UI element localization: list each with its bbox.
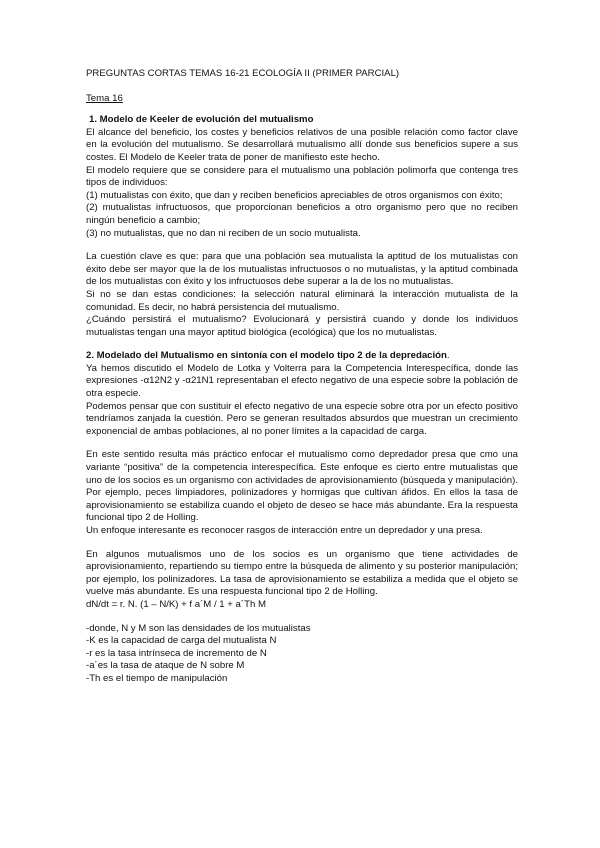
paragraph: Si no se dan estas condiciones: la selección natural eliminará la interacción mutualista de la comunidad. Es decir, no habrá persistencia del mutualismo. bbox=[86, 288, 518, 313]
definition-line: -r es la tasa intrínseca de incremento de N bbox=[86, 647, 267, 659]
definition-line: -donde, N y M son las densidades de los mutualistas bbox=[86, 622, 311, 634]
paragraph: Ya hemos discutido el Modelo de Lotka y Volterra para la Competencia Interespecífica, donde las expresiones -α12N2 y -α21N1 representaban el efecto negativo de una especie sobre la población de otra especie. bbox=[86, 362, 518, 400]
heading-keeler-model: 1. Modelo de Keeler de evolución del mutualismo bbox=[89, 114, 314, 126]
paragraph: Podemos pensar que con sustituir el efecto negativo de una especie sobre otra por un efecto positivo tendríamos zanjada la cuestión. Pero se generan resultados absurdos que muestran un crecimiento exponencial de ambas poblaciones, al no poner límites a la capacidad de carga. bbox=[86, 400, 518, 437]
heading-text: 2. Modelado del Mutualismo en sintonía con el modelo tipo 2 de la depredación bbox=[86, 350, 447, 362]
list-item: (1) mutualistas con éxito, que dan y reciben beneficios apreciables de otros organismos con éxito; bbox=[86, 189, 503, 201]
heading-end: . bbox=[446, 350, 450, 362]
document-title: PREGUNTAS CORTAS TEMAS 16-21 ECOLOGÍA II (PRIMER PARCIAL) bbox=[86, 68, 400, 79]
paragraph: ¿Cuándo persistirá el mutualismo? Evolucionará y persistirá cuando y donde los individuos mutualistas tengan una mayor aptitud biológica (ecológica) que los no mutualistas. bbox=[86, 314, 518, 338]
definition-line: -K es la capacidad de carga del mutualista N bbox=[86, 635, 277, 647]
paragraph: En algunos mutualismos uno de los socios es un organismo que tiene actividades de aprovisionamiento, repartiendo su tiempo entre la búsqueda de alimento y su posterior manipulación; por ejemplo, los polinizadores. La tasa de aprovisionamiento se estabiliza a medida que el objeto se vuelve más abundante. Es una respuesta funcional tipo 2 de Holling. bbox=[86, 548, 518, 598]
list-item: (2) mutualistas infructuosos, que proporcionan beneficios a otro organismo pero que no reciben ningún beneficio a cambio; bbox=[86, 202, 518, 226]
list-item: (3) no mutualistas, que no dan ni reciben de un socio mutualista. bbox=[86, 227, 361, 239]
definition-line: -Th es el tiempo de manipulación bbox=[86, 672, 228, 684]
document-page bbox=[86, 68, 518, 686]
section-label-tema: Tema 16 bbox=[86, 92, 123, 104]
paragraph: La cuestión clave es que: para que una población sea mutualista la aptitud de los mutualistas con éxito debe ser mayor que la de los mutualistas infructuosos o no mutualistas, y la aptitud combinada de los mutualistas con éxito y los infructuosos debe superar a la de los no mutualistas. bbox=[86, 251, 518, 288]
paragraph: Un enfoque interesante es reconocer rasgos de interacción entre un depredador y una presa. bbox=[86, 525, 483, 536]
paragraph: El alcance del beneficio, los costes y beneficios relativos de una posible relación como factor clave en la evolución del mutualismo. Se desarrollará mutualismo allí donde sus beneficios supere a sus costes. El Modelo de Keeler trata de poner de manifiesto este hecho. bbox=[86, 126, 518, 163]
heading-mutualism-model bbox=[86, 350, 518, 363]
formula: dN/dt = r. N. (1 – N/K) + f a´M / 1 + a´Th M bbox=[86, 598, 266, 610]
definition-line: -a´es la tasa de ataque de N sobre M bbox=[86, 660, 245, 672]
paragraph: En este sentido resulta más práctico enfocar el mutualismo como depredador presa que cmo una variante “positiva” de la competencia interespecífica. Este enfoque es cierto entre mutualistas que uno de los socios es un organismo con actividades de aprovisionamiento (búsqueda y manipulación). Por ejemplo, peces limpiadores, polinizadores y hormigas que cultivan áfidos. En ellos la tasa de aprovisionamiento se estabiliza cuando el objeto de deseo se hace más abundante. Era la respuesta funcional tipo 2 de Holling. bbox=[86, 449, 518, 524]
paragraph: El modelo requiere que se considere para el mutualismo una población polimorfa que contenga tres tipos de individuos: bbox=[86, 164, 518, 189]
